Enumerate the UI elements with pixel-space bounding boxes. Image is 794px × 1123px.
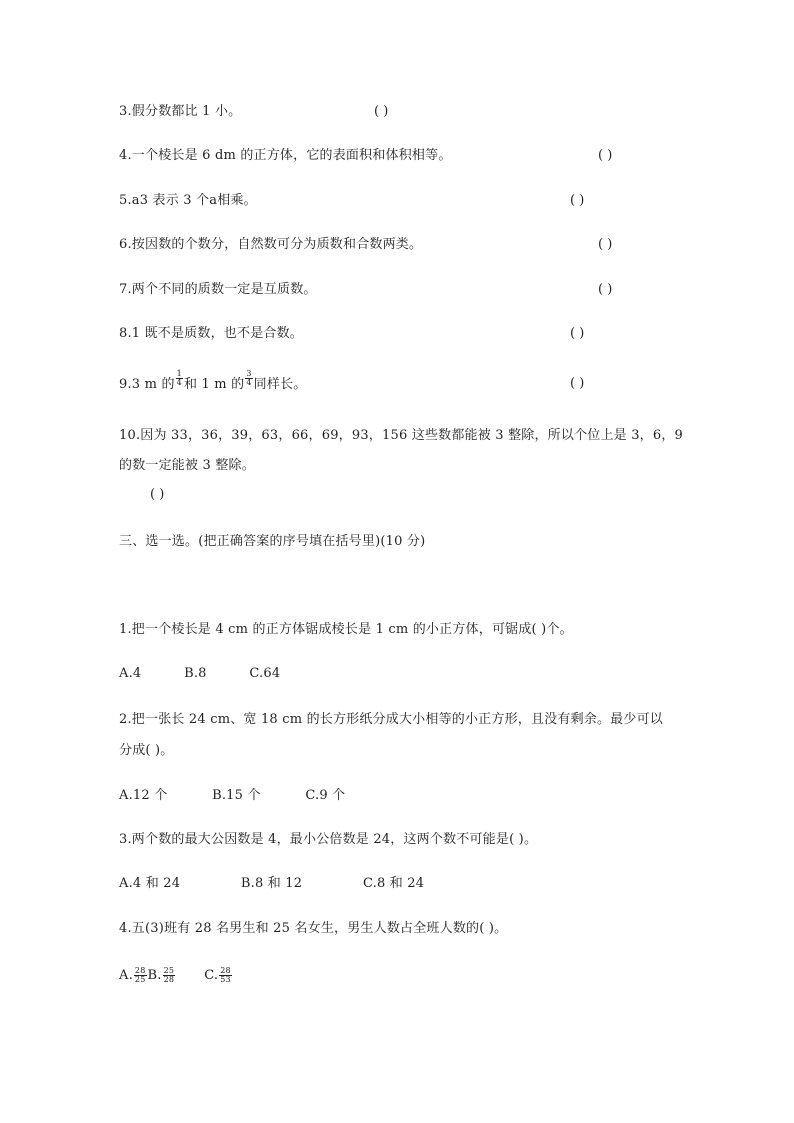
fraction-denominator: 25 bbox=[134, 975, 146, 984]
choice-question-1: 1.把一个棱长是 4 cm 的正方体锯成棱长是 1 cm 的小正方体，可锯成( )个。 bbox=[119, 622, 573, 637]
option-c: C.8 和 24 bbox=[362, 876, 425, 891]
option-b-fraction bbox=[163, 967, 176, 984]
question-3: 3.假分数都比 1 小。 bbox=[119, 104, 242, 119]
choice-options-3 bbox=[119, 876, 424, 892]
option-c: C.64 bbox=[249, 666, 281, 681]
answer-paren-8: ( ) bbox=[570, 326, 585, 341]
answer-paren-4: ( ) bbox=[598, 148, 613, 163]
question-9-suffix: 同样长。 bbox=[253, 377, 307, 392]
option-b-label: B. bbox=[147, 968, 162, 983]
question-6: 6.按因数的个数分，自然数可分为质数和合数两类。 bbox=[119, 237, 423, 252]
question-8: 8.1 既不是质数，也不是合数。 bbox=[119, 326, 304, 341]
fraction-numerator: 28 bbox=[134, 966, 146, 975]
option-a: A.12 个 bbox=[119, 788, 168, 803]
option-a-label: A. bbox=[119, 968, 133, 983]
option-b: B.8 bbox=[184, 666, 207, 681]
fraction-denominator: 4 bbox=[176, 378, 182, 387]
fraction-denominator: 53 bbox=[220, 975, 231, 984]
answer-paren-7: ( ) bbox=[598, 282, 613, 297]
choice-question-2-line2: 分成( )。 bbox=[119, 743, 174, 758]
option-c: C.9 个 bbox=[305, 788, 346, 803]
answer-paren-5: ( ) bbox=[570, 193, 585, 208]
fraction-numerator: 25 bbox=[163, 966, 175, 975]
choice-question-3: 3.两个数的最大公因数是 4，最小公倍数是 24，这两个数不可能是( )。 bbox=[119, 832, 538, 847]
answer-paren-9: ( ) bbox=[570, 376, 585, 391]
fraction-three-quarters bbox=[245, 370, 252, 387]
question-9 bbox=[119, 369, 307, 393]
choice-options-4 bbox=[119, 966, 233, 986]
choice-options-2 bbox=[119, 788, 345, 804]
section-3-title: 三、选一选。(把正确答案的序号填在括号里)(10 分) bbox=[119, 534, 426, 549]
option-c-fraction bbox=[219, 967, 232, 984]
option-b: B.15 个 bbox=[212, 788, 261, 803]
answer-paren-10: ( ) bbox=[150, 487, 165, 502]
fraction-numerator: 1 bbox=[176, 369, 182, 378]
question-4: 4.一个棱长是 6 dm 的正方体，它的表面积和体积相等。 bbox=[119, 148, 452, 163]
question-10-line2: 的数一定能被 3 整除。 bbox=[119, 458, 255, 473]
question-9-prefix: 9.3 m 的 bbox=[119, 377, 175, 392]
question-10-line1: 10.因为 33，36，39，63，66，69，93，156 这些数都能被 3 整除，所以个位上是 3，6，9 bbox=[119, 428, 684, 443]
choice-options-1 bbox=[119, 666, 280, 682]
fraction-denominator: 28 bbox=[163, 975, 175, 984]
question-5: 5.a3 表示 3 个a相乘。 bbox=[119, 193, 257, 208]
choice-question-2-line1: 2.把一张长 24 cm、宽 18 cm 的长方形纸分成大小相等的小正方形，且没有剩余。最少可以 bbox=[119, 712, 663, 727]
option-c-label: C. bbox=[204, 968, 219, 983]
question-9-middle: 和 1 m 的 bbox=[183, 377, 245, 392]
choice-question-4: 4.五(3)班有 28 名男生和 25 名女生，男生人数占全班人数的( )。 bbox=[119, 921, 508, 936]
fraction-numerator: 3 bbox=[246, 369, 252, 378]
option-a-fraction bbox=[134, 967, 147, 984]
question-7: 7.两个不同的质数一定是互质数。 bbox=[119, 282, 317, 297]
answer-paren-6: ( ) bbox=[598, 237, 613, 252]
fraction-one-quarter bbox=[176, 370, 183, 387]
option-b: B.8 和 12 bbox=[240, 876, 303, 891]
answer-paren-3: ( ) bbox=[374, 104, 389, 119]
fraction-denominator: 4 bbox=[246, 378, 252, 387]
option-a: A.4 bbox=[119, 666, 142, 681]
option-a: A.4 和 24 bbox=[119, 876, 181, 891]
fraction-numerator: 28 bbox=[220, 966, 231, 975]
